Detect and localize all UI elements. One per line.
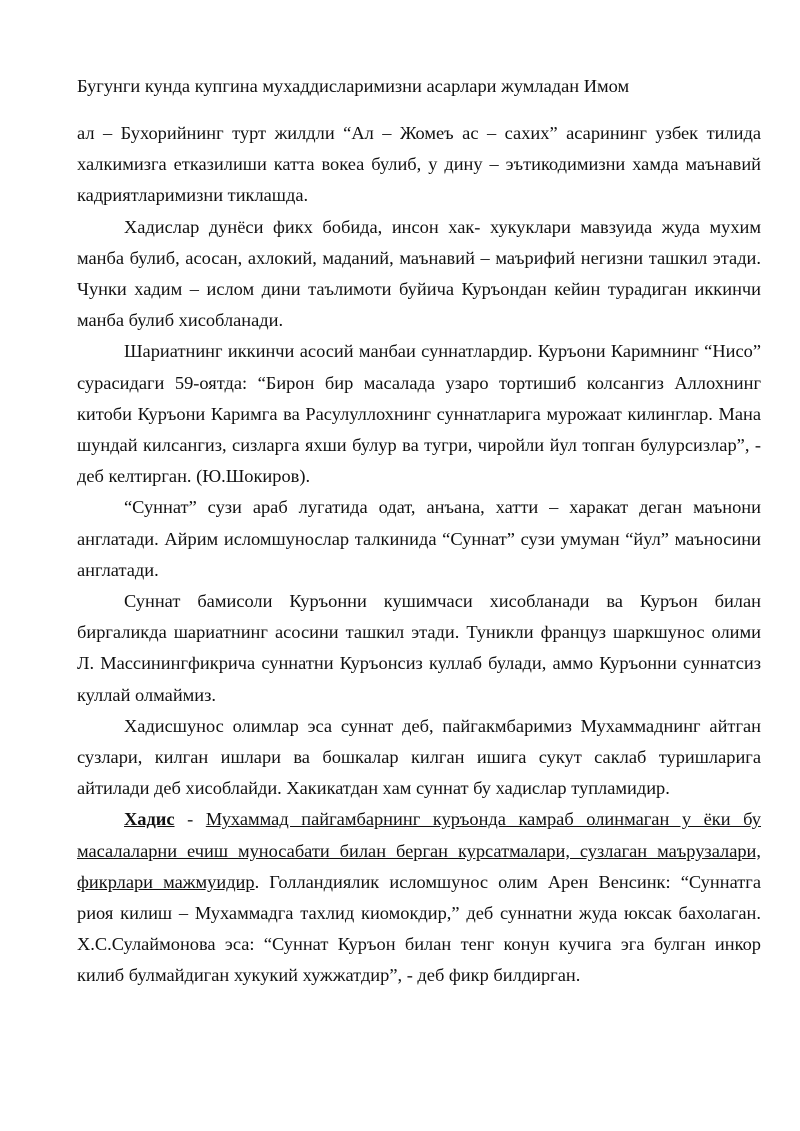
paragraph-4: “Суннат” сузи араб лугатида одат, анъана, хатти – харакат деган маънони англатади. Айрим исломшунослар талкинида “Суннат” сузи умуман “йул” маъносини англатади. [77,497,761,580]
opening-line: Бугунги кунда купгина мухаддисларимизни асарлари жумладан Имом [77,76,630,96]
paragraph-6: Хадисшунос олимлар эса суннат деб, пайгакмбаримиз Мухаммаднинг айтган сузлари, килган ишлари ва бошкалар килган ишига сукут саклаб туришларига айтилади деб хисоблайди. Хакикатдан хам суннат бу хадислар тупламидир. [77,715,761,799]
paragraph-7 [77,804,761,991]
paragraph-5: Суннат бамисоли Куръонни кушимчаси хисобланади ва Куръон билан биргаликда шариатнинг асосини ташкил этади. Туникли француз шаркшунос олими Л. Массинингфикрича суннатни Куръонсиз куллаб булади, аммо Куръонни суннатсиз куллай олмаймиз. [77,591,761,705]
paragraph-7-rest: . Голландиялик исломшунос олим Арен Венсинк: “Суннатга риоя килиш – Мухаммадга тахлид киомокдир,” деб суннатни жуда юксак бахолаган. Х.С.Сулаймонова эса: “Суннат Куръон билан тенг конун кучига эга булган инкор килиб булмайдиган хукукий хужжатдир”, - деб фикр билдирган. [77,871,761,986]
document-body [77,118,761,992]
term-dash: - [174,809,206,830]
paragraph-3: Шариатнинг иккинчи асосий манбаи суннатлардир. Куръони Каримнинг “Нисо” сурасидаги 59-оятда: “Бирон бир масалада узаро тортишиб колсангиз Аллохнинг китоби Куръони Каримга ва Расулуллохнинг суннатларига мурожаат килинглар. Мана шундай килсангиз, сизларга яхши булур ва тугри, чиройли йул топган булурсизлар”, - деб келтирган. (Ю.Шокиров). [77,341,761,487]
paragraph-1: ал – Бухорийнинг турт жилдли “Ал – Жомеъ ас – сахих” асарининг узбек тилида халкимизга етказилиши катта вокеа булиб, у дину – эътикодимизни хамда маънавий кадриятларимизни тиклашда. [77,123,761,206]
hadith-definition: Мухаммад пайгамбарнинг куръонда камраб олинмаган у ёки бу масалаларни ечиш муносабати билан берган курсатмалари, сузлаган маърузалари, фикрлари мажмуидир [77,809,762,892]
hadith-term: Хадис [124,809,175,830]
paragraph-2: Хадислар дунёси фикх бобида, инсон хак- хукуклари мавзуида жуда мухим манба булиб, асосан, ахлокий, маданий, маънавий – маърифий негизни ташкил этади. Чунки хадим – ислом дини таълимоти буйича Куръондан кейин турадиган иккинчи манба булиб хисобланади. [77,216,761,331]
